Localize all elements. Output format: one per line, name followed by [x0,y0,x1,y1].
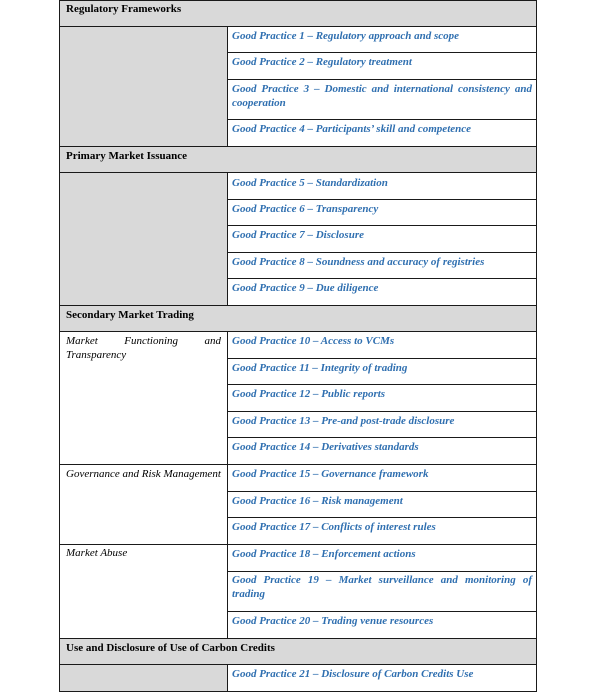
good-practice-link[interactable]: Good Practice 2 – Regulatory treatment [232,56,412,68]
cell-divider [227,411,537,412]
subsection-label: Market Functioning and Transparency [66,335,221,361]
row-divider [59,638,537,639]
cell-divider [227,437,537,438]
good-practice-link[interactable]: Good Practice 10 – Access to VCMs [232,335,395,347]
column-divider [227,331,228,638]
cell-divider [227,252,537,253]
cell-divider [227,119,537,120]
good-practice-link[interactable]: Good Practice 17 – Conflicts of interest rules [232,521,436,533]
good-practice-link[interactable]: Good Practice 3 – Domestic and international consistency and cooperation [232,83,532,109]
good-practice-link[interactable]: Good Practice 11 – Integrity of trading [232,362,408,374]
cell-divider [227,491,537,492]
row-divider [59,691,537,692]
table-border-right [536,0,537,692]
row-divider [59,26,537,27]
row-divider [59,664,537,665]
cell-divider [227,571,537,572]
cell-divider [227,79,537,80]
cell-divider [227,384,537,385]
cell-divider [227,278,537,279]
good-practice-link[interactable]: Good Practice 5 – Standardization [232,177,388,189]
empty-left-cell [60,172,227,305]
good-practice-link[interactable]: Good Practice 14 – Derivatives standards [232,441,419,453]
empty-left-cell [60,26,227,146]
good-practice-link[interactable]: Good Practice 15 – Governance framework [232,468,429,480]
good-practice-link[interactable]: Good Practice 7 – Disclosure [232,229,364,241]
section-title: Regulatory Frameworks [66,3,182,15]
cell-divider [227,611,537,612]
row-divider [59,305,537,306]
subsection-label: Governance and Risk Management [66,468,221,480]
row-divider [59,146,537,147]
good-practice-link[interactable]: Good Practice 19 – Market surveillance and monitoring of trading [232,574,532,600]
good-practice-link[interactable]: Good Practice 20 – Trading venue resources [232,615,434,627]
row-divider [59,331,537,332]
row-divider [59,464,537,465]
section-title: Secondary Market Trading [66,309,194,321]
good-practice-link[interactable]: Good Practice 13 – Pre-and post-trade disclosure [232,415,455,427]
good-practice-link[interactable]: Good Practice 6 – Transparency [232,203,379,215]
good-practice-link[interactable]: Good Practice 9 – Due diligence [232,282,379,294]
empty-left-cell [60,664,227,691]
good-practice-link[interactable]: Good Practice 1 – Regulatory approach and scope [232,30,460,42]
cell-divider [227,517,537,518]
column-divider [227,26,228,146]
good-practice-link[interactable]: Good Practice 16 – Risk management [232,495,403,507]
good-practice-link[interactable]: Good Practice 8 – Soundness and accuracy of registries [232,256,485,268]
table-border-left [59,0,60,692]
row-divider [59,544,537,545]
good-practice-link[interactable]: Good Practice 4 – Participants’ skill and competence [232,123,472,135]
good-practice-link[interactable]: Good Practice 18 – Enforcement actions [232,548,416,560]
cell-divider [227,358,537,359]
section-title: Primary Market Issuance [66,150,187,162]
good-practice-link[interactable]: Good Practice 12 – Public reports [232,388,386,400]
subsection-label: Market Abuse [66,547,128,559]
column-divider [227,664,228,692]
cell-divider [227,225,537,226]
good-practice-link[interactable]: Good Practice 21 – Disclosure of Carbon Credits Use [232,668,474,680]
column-divider [227,172,228,305]
cell-divider [227,52,537,53]
row-divider [59,172,537,173]
row-divider [59,0,537,1]
cell-divider [227,199,537,200]
section-title: Use and Disclosure of Use of Carbon Credits [66,642,275,654]
